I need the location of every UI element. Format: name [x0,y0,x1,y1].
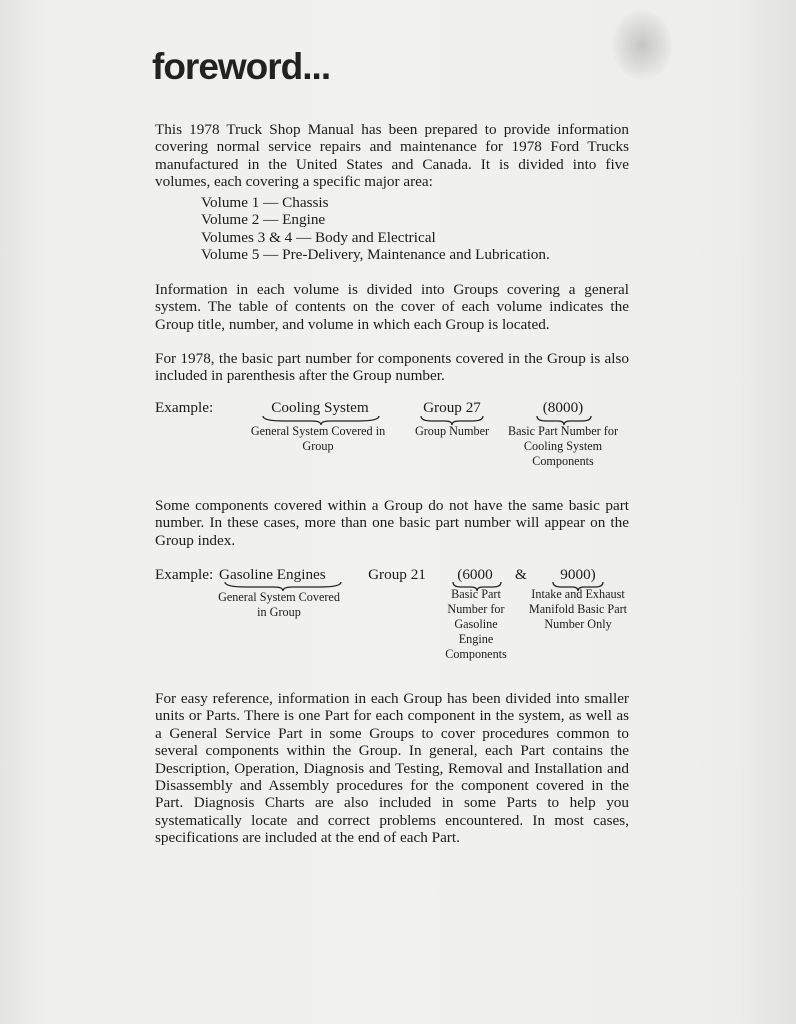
page-smudge [612,10,672,80]
caption-group: Group Number [414,424,490,438]
volume-list [201,194,550,264]
page-title: foreword... [152,46,331,87]
intro-paragraph: This 1978 Truck Shop Manual has been prepared to provide information covering normal service repairs and maintenance for 1978 Ford Trucks manufactured in the United States and Canada. It is divided into five volumes, each covering a specific major area: [155,121,629,191]
example-term-system: Gasoline Engines [219,566,326,583]
volume-item: Volumes 3 & 4 — Body and Electrical [201,228,436,246]
example-term-system: Cooling System [271,399,369,416]
example-term-part-number: (8000) [542,399,584,416]
caption-part-number: Basic Part Number for Gasoline Engine Components [445,587,507,661]
parts-paragraph: For easy reference, information in each Group has been divided into smaller units or Parts. There is one Part for each component in the system, as well as a General Service Part in some Groups to cover procedures common to several components within the Group. In general, each Part contains the Description, Operation, Diagnosis and Testing, Removal and Installation and Disassembly and Assembly procedures for the component covered in the Part. Diagnosis Charts are also included in some Parts to help you systematically locate and correct problems encountered. In most cases, specifications are included at the end of each Part. [155,690,629,847]
volume-item: Volume 1 — Chassis [201,194,329,211]
example-term-part-number-2: 9000) [560,566,596,583]
basic-part-paragraph: For 1978, the basic part number for components covered in the Group is also included in parenthesis after the Group number. [155,350,629,385]
volume-item: Volume 2 — Engine [201,211,326,229]
example-term-group: Group 21 [368,566,426,583]
volume-item: Volume 5 — Pre-Delivery, Maintenance and Lubrication. [201,246,550,264]
caption-part-number-2: Intake and Exhaust Manifold Basic Part Number Only [528,587,628,631]
example-label: Example: [155,399,214,416]
multiple-part-paragraph: Some components covered within a Group do not have the same basic part number. In these cases, more than one basic part number will appear on the Group index. [155,497,629,549]
example-term-group: Group 27 [423,399,481,416]
caption-part-number: Basic Part Number for Cooling System Components [508,424,618,468]
example-label: Example: [155,566,214,583]
groups-paragraph: Information in each volume is divided into Groups covering a general system. The table of contents on the cover of each volume indicates the Group title, number, and volume in which each Group is located. [155,281,629,333]
example-term-part-number: (6000 [457,566,493,583]
caption-system: General System Covered in Group [218,590,340,619]
caption-system: General System Covered in Group [250,424,386,453]
ampersand: & [515,566,527,583]
